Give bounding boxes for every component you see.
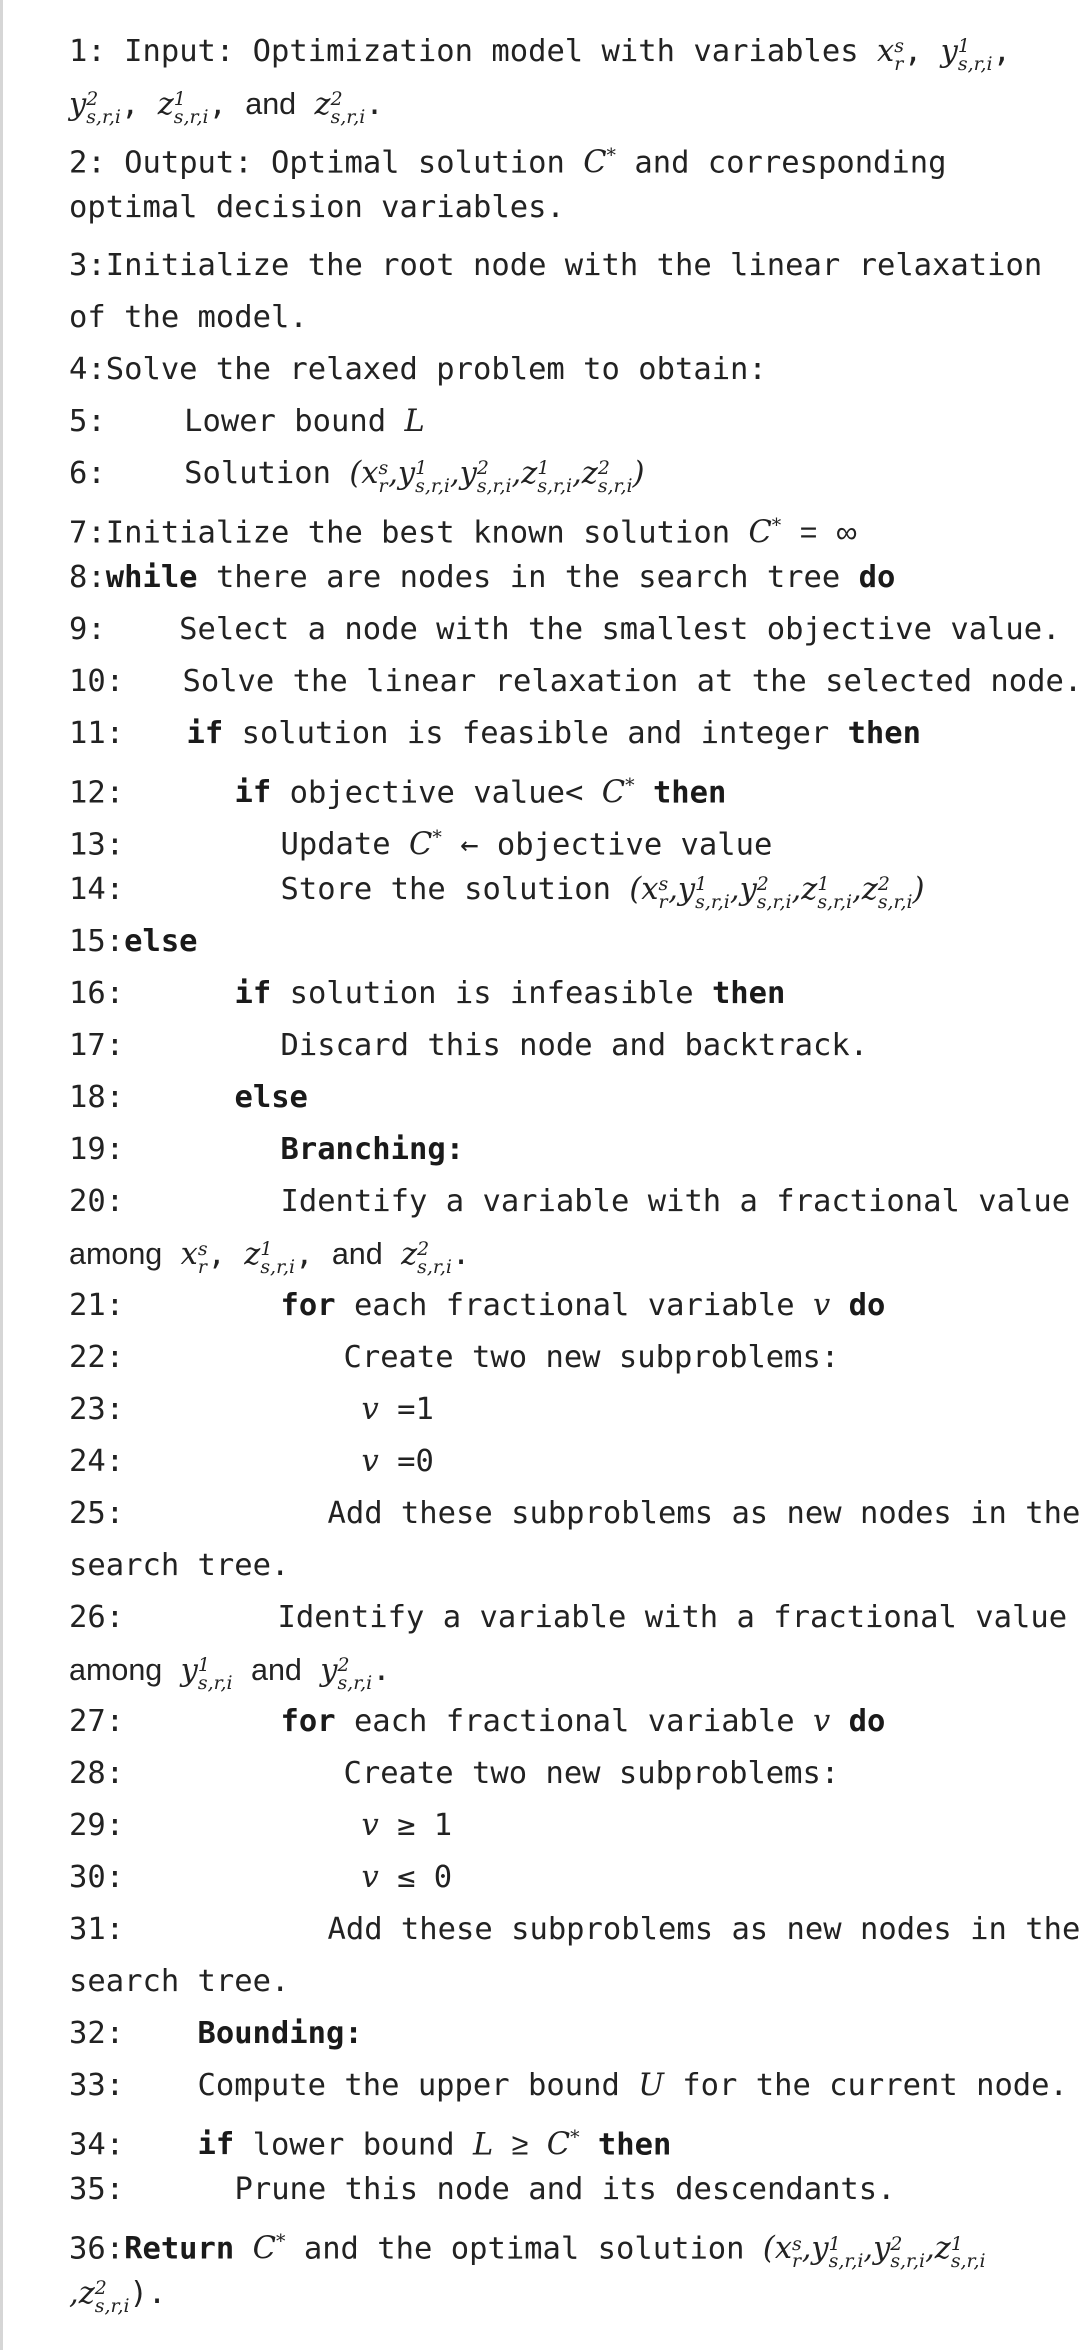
algo-line-25-cont: search tree. — [69, 1548, 290, 1583]
algo-line-3-cont: of the model. — [69, 300, 308, 335]
algo-line-23: 23: v =1 — [69, 1392, 434, 1427]
algo-line-22: 22: Create two new subproblems: — [69, 1340, 840, 1375]
var-y2: y 2 s,r,i — [69, 87, 121, 128]
algo-line-11: 11: if solution is feasible and integer then — [69, 716, 922, 751]
algo-line-35: 35: Prune this node and its descendants. — [69, 2172, 896, 2207]
algo-line-20: 20: Identify a variable with a fractional value — [69, 1184, 1071, 1219]
algo-line-9: 9: Select a node with the smallest objective value. — [69, 612, 1061, 647]
algo-line-17: 17: Discard this node and backtrack. — [69, 1028, 869, 1063]
algo-line-30: 30: v ≤ 0 — [69, 1860, 453, 1895]
algo-line-14: 14: Store the solution (x s r ,y 1 s,r,i ,y 2 s,r,i ,z 1 s,r,i ,z 2 s,r,i ) — [69, 872, 925, 913]
algo-line-6: 6: Solution (x s r ,y 1 s,r,i ,y 2 s,r,i ,z 1 s,r,i ,z 2 s,r,i ) — [69, 456, 645, 497]
algo-line-8: 8:while there are nodes in the search tree do — [69, 560, 896, 595]
var-z1: z 1 s,r,i — [157, 87, 209, 128]
algo-line-13: 13: Update C* ← objective value — [69, 827, 773, 863]
algo-line-19: 19: Branching: — [69, 1132, 465, 1167]
algo-line-4: 4:Solve the relaxed problem to obtain: — [69, 352, 767, 387]
algo-line-28: 28: Create two new subproblems: — [69, 1756, 840, 1791]
algo-line-16: 16: if solution is infeasible then — [69, 976, 786, 1011]
algo-line-29: 29: v ≥ 1 — [69, 1808, 453, 1843]
algo-line-12: 12: if objective value< C* then — [69, 775, 727, 811]
algo-line-15: 15:else — [69, 924, 198, 959]
and-text: and — [245, 87, 297, 121]
algo-line-2-cont: optimal decision variables. — [69, 190, 565, 225]
line-number: 1: — [69, 34, 106, 69]
algo-line-31-cont: search tree. — [69, 1964, 290, 1999]
algo-line-36-cont: ,z 2 s,r,i ). — [69, 2276, 167, 2317]
algo-line-21: 21: for each fractional variable v do — [69, 1288, 886, 1323]
algo-line-7: 7:Initialize the best known solution C* = ∞ — [69, 515, 858, 551]
var-x-r-s: x s r — [877, 34, 904, 75]
var-y1: y 1 s,r,i — [940, 34, 993, 75]
var-z2: z 2 s,r,i — [314, 87, 366, 128]
algo-line-20-cont: among x s r , z 1 s,r,i , and z 2 s,r,i . — [69, 1237, 471, 1278]
algo-line-34: 34: if lower bound L ≥ C* then — [69, 2127, 672, 2163]
algo-line-10: 10: Solve the linear relaxation at the selected node. — [69, 664, 1082, 699]
c-star: C* — [583, 145, 616, 181]
algo-line-36: 36:Return C* and the optimal solution (x s r ,y 1 s,r,i ,y 2 s,r,i ,z 1 s,r,i — [69, 2231, 986, 2272]
line-text: Input: Optimization model with variables — [124, 34, 859, 69]
algo-line-1: 1: Input: Optimization model with variables x s r , y 1 s,r,i , — [69, 34, 1011, 75]
algo-line-25: 25: Add these subproblems as new nodes in the — [69, 1496, 1081, 1531]
algo-line-24: 24: v =0 — [69, 1444, 434, 1479]
algo-line-26: 26: Identify a variable with a fractional value — [69, 1600, 1068, 1635]
algo-line-27: 27: for each fractional variable v do — [69, 1704, 886, 1739]
algo-line-2: 2: Output: Optimal solution C* and corresponding — [69, 145, 947, 181]
algo-line-26-cont: among y 1 s,r,i and y 2 s,r,i . — [69, 1653, 391, 1694]
algo-line-31: 31: Add these subproblems as new nodes in the — [69, 1912, 1081, 1947]
algo-line-5: 5: Lower bound L — [69, 404, 425, 439]
algo-line-18: 18: else — [69, 1080, 308, 1115]
var-L: L — [404, 404, 425, 439]
algo-line-33: 33: Compute the upper bound U for the current node. — [69, 2068, 1068, 2103]
solution-tuple: (x s r ,y 1 s,r,i ,y 2 s,r,i ,z 1 s,r,i ,z 2 s,r,i ) — [349, 456, 645, 497]
algo-line-32: 32: Bounding: — [69, 2016, 363, 2051]
algo-line-1-cont: y 2 s,r,i , z 1 s,r,i , and z 2 s,r,i . — [69, 87, 384, 128]
algo-line-3: 3:Initialize the root node with the linear relaxation — [69, 248, 1043, 283]
